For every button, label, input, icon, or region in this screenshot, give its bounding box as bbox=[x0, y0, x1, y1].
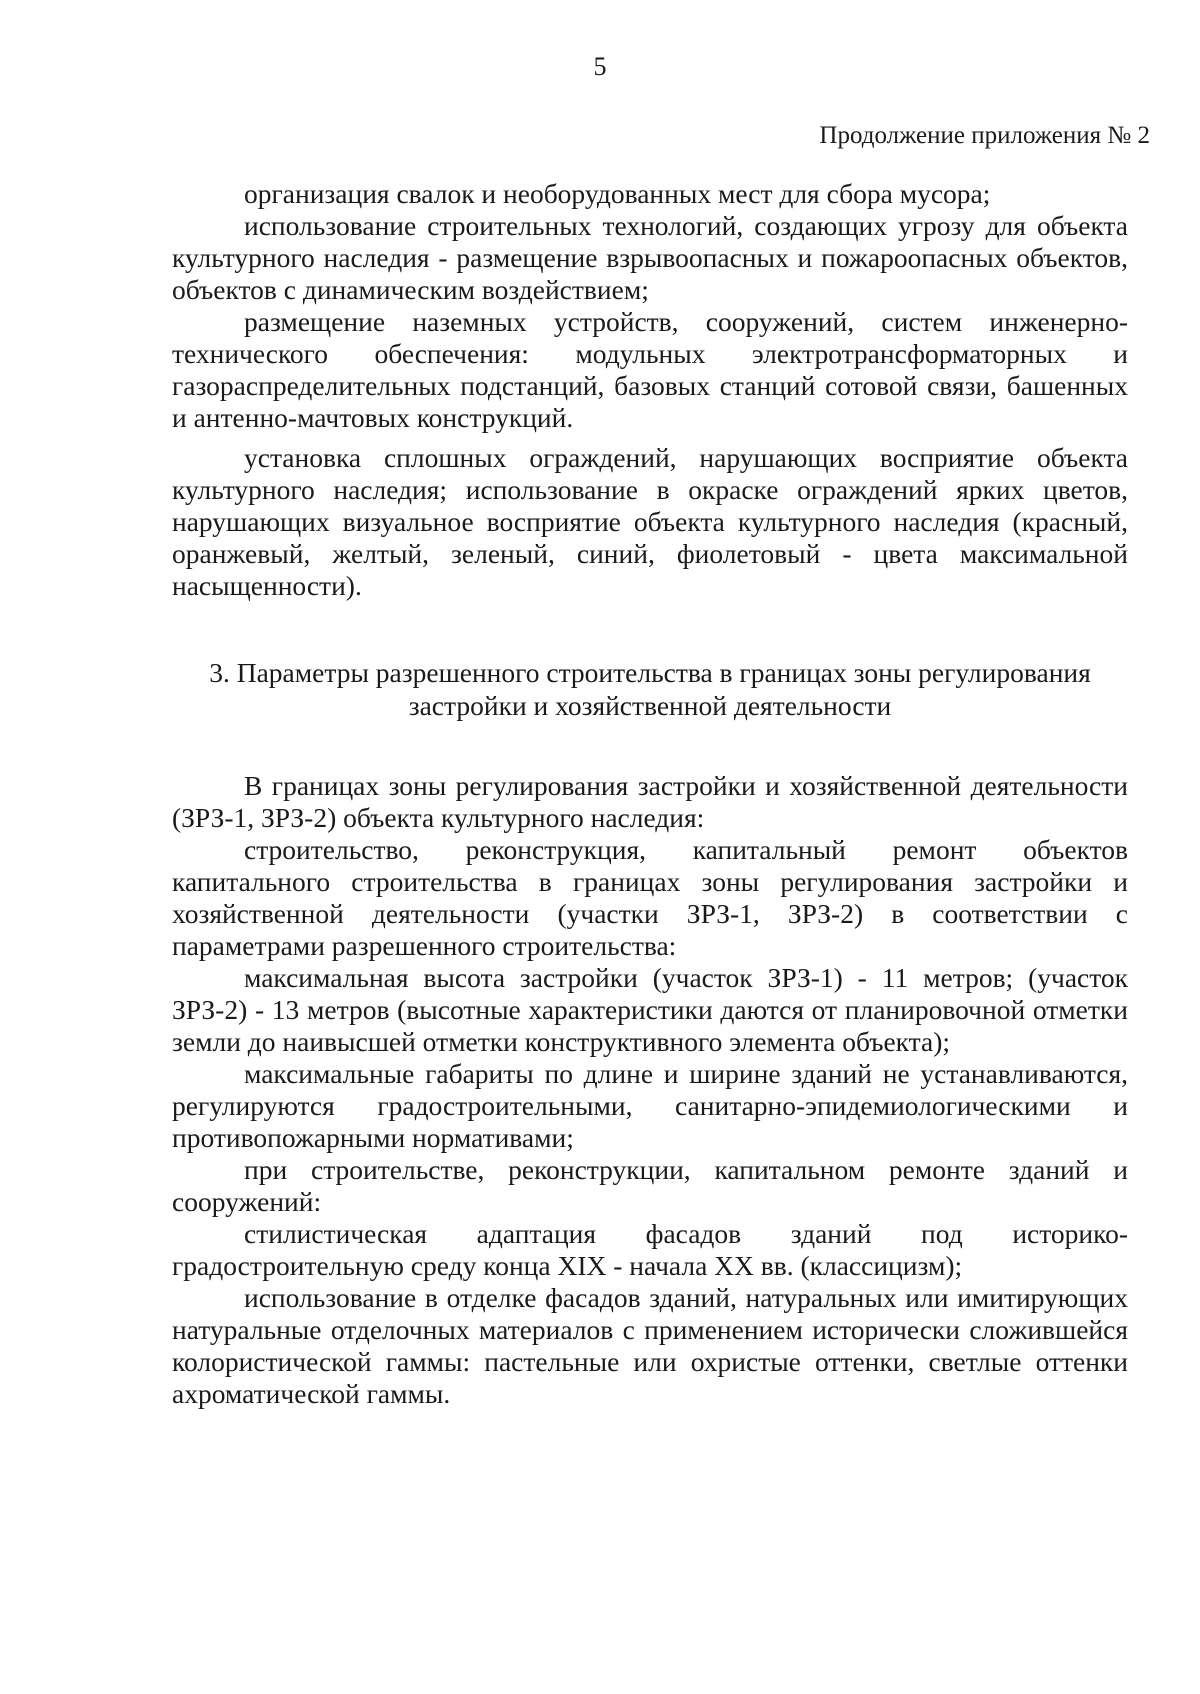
list-item-1: организация свалок и необорудованных мест для сбора мусора; bbox=[244, 178, 991, 209]
section-3-paragraph-5: при строительстве, реконструкции, капитальном ремонте зданий и сооружений: bbox=[172, 1154, 1128, 1217]
page-number: 5 bbox=[593, 52, 607, 81]
list-item-4: установка сплошных ограждений, нарушающих восприятие объекта культурного наследия; использование в окраске ограждений ярких цветов, нарушающих визуальное восприятие объекта культурного наследия (красный, оранжевый, желтый, зеленый, синий, фиолетовый - цвета максимальной насыщенности). bbox=[172, 442, 1128, 601]
section-3-paragraph-1: В границах зоны регулирования застройки и хозяйственной деятельности (ЗРЗ-1, ЗРЗ-2) объекта культурного наследия: bbox=[172, 770, 1128, 833]
section-3-paragraph-2: строительство, реконструкция, капитальный ремонт объектов капитального строительства в границах зоны регулирования застройки и хозяйственной деятельности (участки ЗРЗ-1, ЗРЗ-2) в соответствии с параметрами разрешенного строительства: bbox=[172, 834, 1128, 961]
section-3-heading: 3. Параметры разрешенного строительства в границах зоны регулирования застройки и хозяйственной деятельности bbox=[209, 657, 1091, 721]
section-3-paragraph-4: максимальные габариты по длине и ширине зданий не устанавливаются, регулируются градостроительными, санитарно-эпидемиологическими и противопожарными нормативами; bbox=[172, 1058, 1128, 1153]
list-item-2: использование строительных технологий, создающих угрозу для объекта культурного наследия - размещение взрывоопасных и пожароопасных объектов, объектов с динамическим воздействием; bbox=[172, 210, 1128, 305]
section-3-paragraph-6: стилистическая адаптация фасадов зданий под историко-градостроительную среду конца XIX - начала XX вв. (классицизм); bbox=[172, 1218, 1128, 1281]
section-3-paragraph-7: использование в отделке фасадов зданий, натуральных или имитирующих натуральные отделочных материалов с применением исторически сложившейся колористической гаммы: пастельные или охристые оттенки, светлые оттенки ахроматической гаммы. bbox=[172, 1282, 1128, 1409]
section-3-paragraph-3: максимальная высота застройки (участок ЗРЗ-1) - 11 метров; (участок ЗРЗ-2) - 13 метров (высотные характеристики даются от планировочной отметки земли до наивысшей отметки конструктивного элемента объекта); bbox=[172, 962, 1128, 1057]
document-body bbox=[172, 178, 1128, 1410]
list-item-3: размещение наземных устройств, сооружений, систем инженерно-технического обеспечения: модульных электротрансформаторных и газораспределительных подстанций, базовых станций сотовой связи, башенных и антенно-мачтовых конструкций. bbox=[172, 306, 1128, 433]
appendix-continuation-note: Продолжение приложения № 2 bbox=[819, 122, 1150, 149]
